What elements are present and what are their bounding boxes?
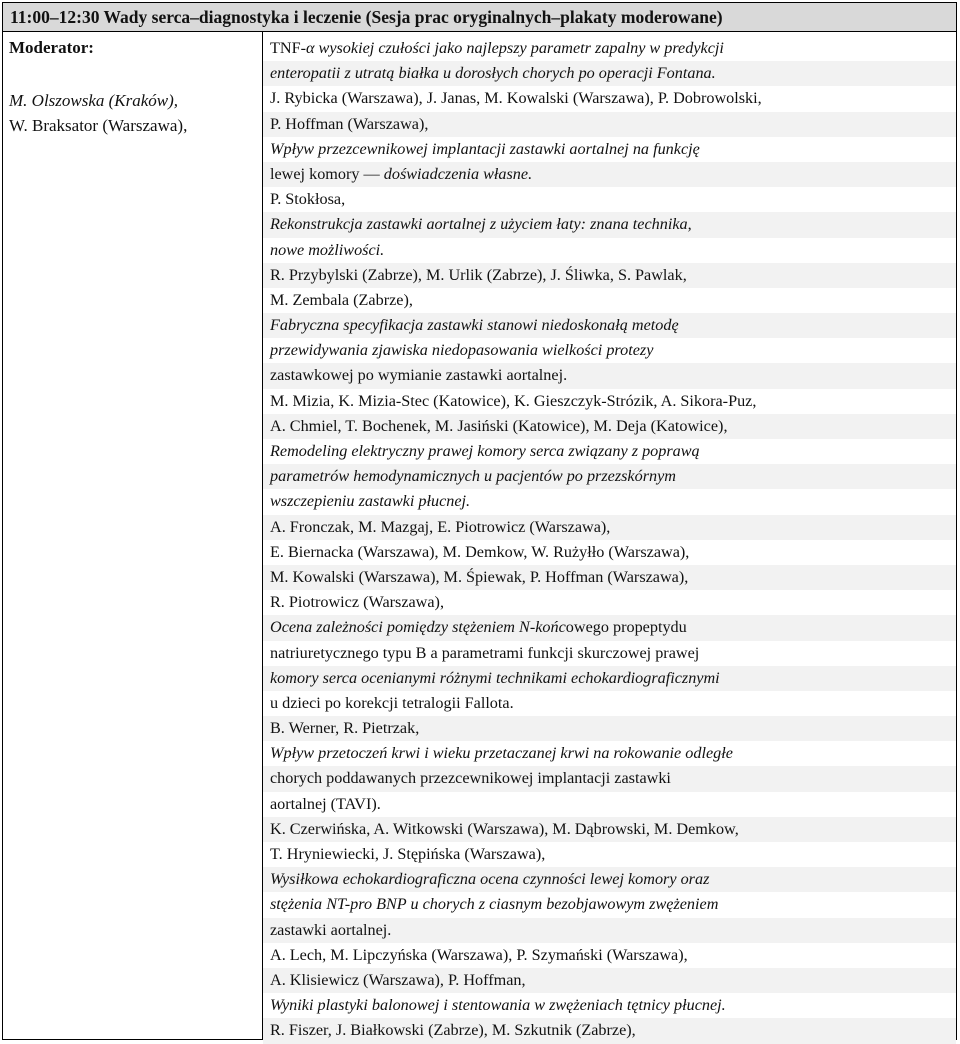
presentation-title-text: doświadczenia własne. xyxy=(383,164,533,183)
presentation-line xyxy=(263,187,956,212)
presentation-line xyxy=(263,464,956,489)
presentation-line xyxy=(263,515,956,540)
presentation-text: A. Klisiewicz (Warszawa), P. Hoffman, xyxy=(270,970,526,989)
presentation-title-text: Wysiłkowa echokardiograficzna ocena czynności lewej komory oraz xyxy=(270,870,710,889)
presentation-text: TNF- xyxy=(270,39,306,57)
presentation-line xyxy=(263,1018,956,1043)
presentation-text: R. Fiszer, J. Białkowski (Zabrze), M. Szkutnik (Zabrze), xyxy=(270,1021,636,1040)
presentation-line xyxy=(263,263,956,288)
presentation-line xyxy=(263,741,956,766)
presentation-text: M. Mizia, K. Mizia-Stec (Katowice), K. Gieszczyk-Strózik, A. Sikora-Puz, xyxy=(270,391,757,410)
presentation-line xyxy=(263,641,956,666)
presentation-line xyxy=(263,565,956,590)
presentation-line xyxy=(263,338,956,363)
presentation-text: zastawkowej po wymianie zastawki aortalnej. xyxy=(270,366,568,385)
presentation-line xyxy=(263,867,956,892)
presentation-text: M. Kowalski (Warszawa), M. Śpiewak, P. Hoffman (Warszawa), xyxy=(270,567,689,586)
presentation-text: P. Hoffman (Warszawa), xyxy=(270,114,429,133)
presentation-line xyxy=(263,892,956,917)
presentation-line xyxy=(263,439,956,464)
presentation-text: u dzieci po korekcji tetralogii Fallota. xyxy=(270,693,514,712)
presentations-column xyxy=(263,32,956,1039)
presentation-text: M. Zembala (Zabrze), xyxy=(270,290,413,309)
presentation-title-text: enteropatii z utratą białka u dorosłych chorych po operacji Fontana. xyxy=(270,64,716,83)
presentation-line xyxy=(263,968,956,993)
presentation-text: R. Piotrowicz (Warszawa), xyxy=(270,593,444,612)
presentation-text: B. Werner, R. Pietrzak, xyxy=(270,719,420,738)
presentation-line xyxy=(263,666,956,691)
presentation-line xyxy=(263,615,956,640)
presentation-text: T. Hryniewiecki, J. Stępińska (Warszawa), xyxy=(270,845,546,863)
presentation-line xyxy=(263,162,956,187)
presentation-text: A. Fronczak, M. Mazgaj, E. Piotrowicz (Warszawa), xyxy=(270,517,611,536)
presentation-title-text: Fabryczna specyfikacja zastawki stanowi niedoskonałą metodę xyxy=(270,316,679,335)
presentation-title-text: nowe możliwości. xyxy=(270,240,385,259)
session-table xyxy=(2,2,957,1040)
presentation-title-text: Ocena zależności pomiędzy stężeniem N-końc xyxy=(270,618,566,637)
presentation-title-text: wszczepieniu zastawki płucnej. xyxy=(270,492,471,511)
presentation-line xyxy=(263,212,956,237)
presentation-title-text: Remodeling elektryczny prawej komory serca związany z poprawą xyxy=(270,442,700,460)
presentation-line xyxy=(263,842,956,867)
moderator-name: W. Braksator (Warszawa), xyxy=(9,116,188,135)
presentation-title-text: stężenia NT-pro BNP u chorych z ciasnym bezobjawowym zwężeniem xyxy=(270,895,719,914)
presentation-text: E. Biernacka (Warszawa), M. Demkow, W. Rużyłło (Warszawa), xyxy=(270,542,690,561)
presentation-text: A. Lech, M. Lipczyńska (Warszawa), P. Szymański (Warszawa), xyxy=(270,945,688,964)
presentation-text: zastawki aortalnej. xyxy=(270,920,392,939)
presentation-line xyxy=(263,238,956,263)
presentation-text: owego propeptydu xyxy=(565,618,687,637)
presentation-line xyxy=(263,489,956,514)
presentation-line xyxy=(263,792,956,817)
presentation-title-text: Wpływ przetoczeń krwi i wieku przetaczanej krwi na rokowanie odległe xyxy=(270,744,733,763)
moderator-name: M. Olszowska (Kraków), xyxy=(9,91,179,110)
presentation-line xyxy=(263,61,956,86)
presentation-text: lewej komory — xyxy=(270,164,384,183)
presentation-line xyxy=(263,590,956,615)
presentation-text: chorych poddawanych przezcewnikowej implantacji zastawki xyxy=(270,769,671,788)
presentation-text: P. Stokłosa, xyxy=(270,190,346,209)
presentation-title-text: Wyniki plastyki balonowej i stentowania w zwężeniach tętnicy płucnej. xyxy=(270,996,726,1015)
presentation-line xyxy=(263,137,956,162)
presentation-line xyxy=(263,313,956,338)
presentation-text: A. Chmiel, T. Bochenek, M. Jasiński (Katowice), M. Deja (Katowice), xyxy=(270,416,728,435)
presentation-line xyxy=(263,691,956,716)
moderator-label: Moderator: xyxy=(9,38,94,57)
presentation-text: natriuretycznego typu B a parametrami funkcji skurczowej prawej xyxy=(270,643,700,662)
presentation-line xyxy=(263,414,956,439)
presentation-title-text: Rekonstrukcja zastawki aortalnej z użyciem łaty: znana technika, xyxy=(270,215,692,234)
session-header: 11:00–12:30 Wady serca–diagnostyka i leczenie (Sesja prac oryginalnych–plakaty moderowane) xyxy=(3,3,956,32)
presentation-title-text: Wpływ przezcewnikowej implantacji zastawki aortalnej na funkcję xyxy=(270,139,700,158)
presentation-line xyxy=(263,540,956,565)
presentation-title-text: komory serca ocenianymi różnymi technikami echokardiograficznymi xyxy=(270,668,720,687)
presentation-line xyxy=(263,993,956,1018)
presentation-text: J. Rybicka (Warszawa), J. Janas, M. Kowalski (Warszawa), P. Dobrowolski, xyxy=(270,89,762,108)
presentation-title-text: α wysokiej czułości jako najlepszy parametr zapalny w predykcji xyxy=(305,39,724,57)
presentation-line xyxy=(263,918,956,943)
session-body xyxy=(3,32,956,1039)
presentation-line xyxy=(263,288,956,313)
presentation-line xyxy=(263,943,956,968)
moderator-column xyxy=(3,32,263,1039)
presentation-line xyxy=(263,766,956,791)
presentation-title-text: przewidywania zjawiska niedopasowania wielkości protezy xyxy=(270,341,654,360)
presentation-line xyxy=(263,86,956,111)
presentation-line xyxy=(263,36,956,61)
presentation-text: K. Czerwińska, A. Witkowski (Warszawa), M. Dąbrowski, M. Demkow, xyxy=(270,819,739,838)
presentation-line xyxy=(263,389,956,414)
presentation-line xyxy=(263,817,956,842)
presentation-text: aortalnej (TAVI). xyxy=(270,794,381,813)
presentation-line xyxy=(263,112,956,137)
presentation-title-text: parametrów hemodynamicznych u pacjentów po przezskórnym xyxy=(270,467,676,486)
presentation-line xyxy=(263,363,956,388)
presentation-line xyxy=(263,716,956,741)
presentation-text: R. Przybylski (Zabrze), M. Urlik (Zabrze), J. Śliwka, S. Pawlak, xyxy=(270,265,687,284)
